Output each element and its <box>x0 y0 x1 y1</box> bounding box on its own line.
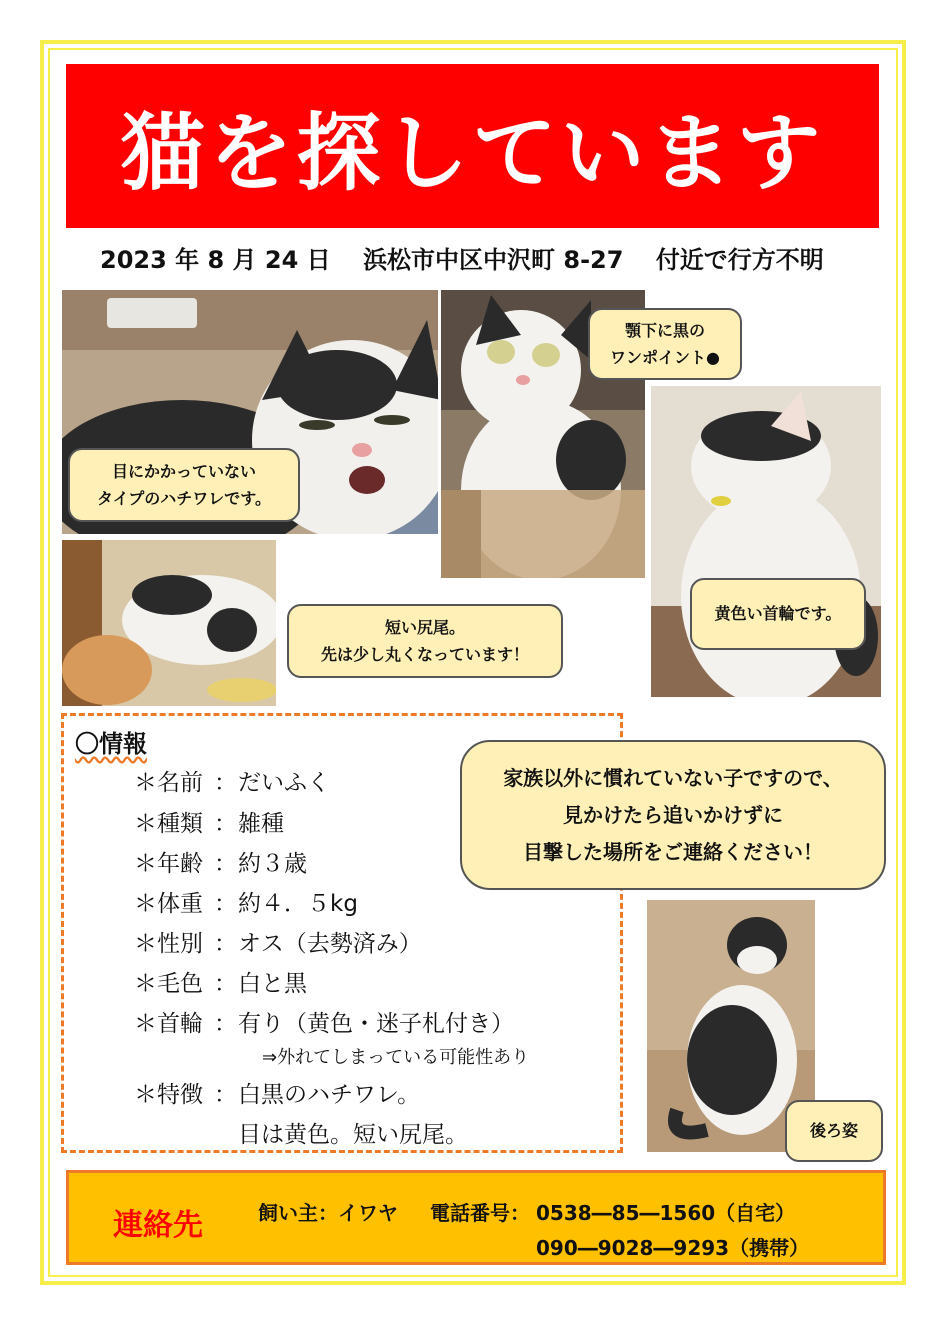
caption-line: タイプのハチワレです。 <box>97 489 271 508</box>
info-row-sex <box>134 925 422 958</box>
info-sep: ： <box>214 931 237 957</box>
notice-line: 目撃した場所をご連絡ください！ <box>523 839 823 864</box>
info-key: ＊毛色 <box>134 971 203 997</box>
collar-note: ⇒外れてしまっている可能性あり <box>262 1047 530 1068</box>
info-key: ＊種類 <box>134 811 203 837</box>
info-row-name <box>134 764 330 797</box>
info-key: ＊年齢 <box>134 851 203 877</box>
caption-back <box>785 1100 883 1162</box>
info-row-color <box>134 965 307 998</box>
info-value: 約４．５kg <box>238 891 358 917</box>
cat-photo-collar <box>651 386 881 697</box>
notice-line: 見かけたら追いかけずに <box>563 802 783 827</box>
info-key: ＊体重 <box>134 891 203 917</box>
missing-status: 付近で行方不明 <box>655 246 824 274</box>
caption-line: 短い尻尾。 <box>384 617 465 637</box>
info-sep: ： <box>214 811 237 837</box>
info-row-age <box>134 845 307 878</box>
caption-line: 黄色い首輪です。 <box>714 604 842 624</box>
missing-date: 2023 年 8 月 24 日 <box>100 246 331 274</box>
info-value: オス（去勢済み） <box>238 931 422 957</box>
info-key: ＊首輪 <box>134 1011 203 1037</box>
missing-place: 浜松市中区中沢町 8-27 <box>363 246 624 274</box>
info-value: 有り（黄色・迷子札付き） <box>238 1011 514 1037</box>
info-value: 約３歳 <box>238 851 307 877</box>
info-sep: ： <box>214 1011 237 1037</box>
info-sep: ： <box>214 971 237 997</box>
caption-collar <box>690 578 866 650</box>
title-banner <box>66 64 879 228</box>
info-value: だいふく <box>238 770 330 796</box>
info-sep: ： <box>214 891 237 917</box>
info-row-features <box>134 1076 420 1109</box>
contact-phone-label: 電話番号： <box>430 1201 530 1225</box>
contact-owner: 飼い主：イワヤ <box>258 1201 398 1225</box>
caption-line: 顎下に黒の <box>624 320 705 340</box>
caption-line: 先は少し丸くなっています！ <box>320 645 529 664</box>
info-sep: ： <box>214 851 237 877</box>
info-heading: 〇情報 <box>75 730 147 758</box>
info-value: 白と黒 <box>238 971 307 997</box>
info-row-weight <box>134 885 358 918</box>
info-row-features-line2: 目は黄色。短い尻尾。 <box>238 1122 468 1148</box>
caption-line: 後ろ姿 <box>809 1121 858 1141</box>
contact-mobile-phone: 090―9028―9293（携帯） <box>536 1236 810 1260</box>
contact-label: 連絡先 <box>113 1208 203 1243</box>
info-sep: ： <box>214 1082 237 1108</box>
missing-details <box>100 240 880 275</box>
caption-tail <box>287 604 563 678</box>
notice-line: 家族以外に慣れていない子ですので、 <box>503 765 843 790</box>
info-key: ＊性別 <box>134 931 203 957</box>
info-row-breed <box>134 805 284 838</box>
caption-chin <box>588 308 742 380</box>
info-row-collar <box>134 1005 514 1038</box>
info-value: 白黒のハチワレ。 <box>238 1082 421 1108</box>
page-title: 猫を探しています <box>120 103 825 202</box>
caption-line: ワンポイント● <box>610 348 720 367</box>
info-key: ＊名前 <box>134 770 203 796</box>
notice-bubble <box>460 740 886 890</box>
caption-line: 目にかかっていない <box>111 461 256 481</box>
info-key: ＊特徴 <box>134 1082 203 1108</box>
caption-eyes <box>68 448 300 522</box>
contact-home-phone: 0538―85―1560（自宅） <box>536 1201 796 1225</box>
info-value: 雑種 <box>238 811 284 837</box>
info-sep: ： <box>214 770 237 796</box>
cat-photo-eating <box>62 540 276 706</box>
